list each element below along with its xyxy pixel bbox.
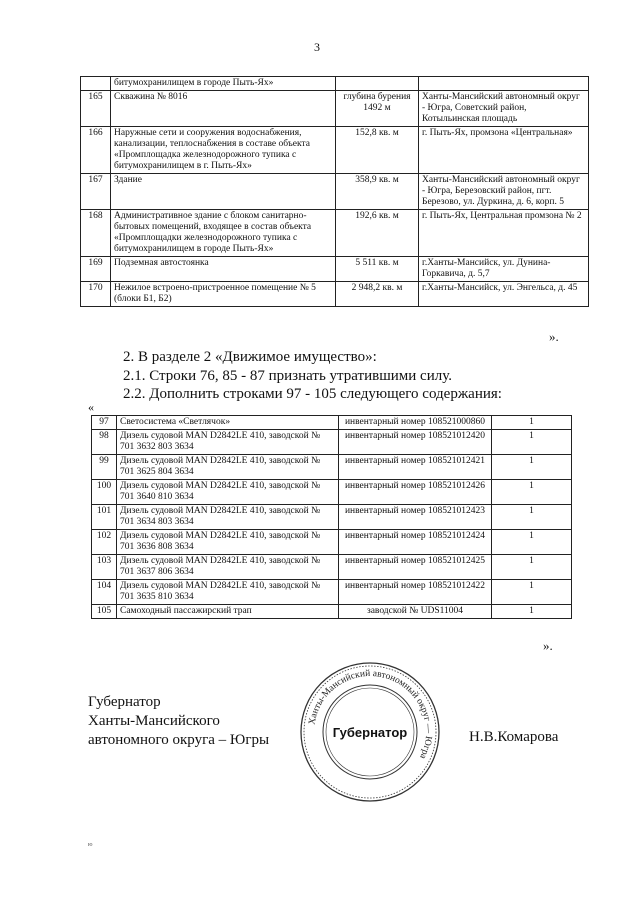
table-row — [92, 455, 572, 480]
signatory-title: Губернатор — [88, 694, 161, 710]
table-row — [92, 416, 572, 430]
item-name: Дизель судовой MAN D2842LE 410, заводской № 701 3634 803 3634 — [117, 505, 339, 530]
object-address: г.Ханты-Мансийск, ул. Дунина-Горкавича, д. 5,7 — [419, 257, 589, 282]
table-row — [81, 77, 589, 91]
object-amount: 2 948,2 кв. м — [336, 282, 419, 307]
item-quantity: 1 — [492, 580, 572, 605]
page-number: 3 — [314, 40, 320, 54]
seal-center-text: Губернатор — [332, 725, 408, 740]
object-address: г. Пыть-Ях, промзона «Центральная» — [419, 127, 589, 174]
closing-quote: ». — [549, 329, 559, 344]
row-number: 167 — [81, 174, 111, 210]
table-row — [92, 580, 572, 605]
object-address: г.Ханты-Мансийск, ул. Энгельса, д. 45 — [419, 282, 589, 307]
table-row — [92, 505, 572, 530]
seal-ring-text: Ханты-Мансийский автономный округ — Югра — [307, 668, 434, 761]
item-name: Дизель судовой MAN D2842LE 410, заводской № 701 3636 808 3634 — [117, 530, 339, 555]
item-code: инвентарный номер 108521012423 — [339, 505, 492, 530]
table-row — [81, 210, 589, 257]
row-number: 103 — [92, 555, 117, 580]
item-code: инвентарный номер 108521012426 — [339, 480, 492, 505]
item-code: инвентарный номер 108521012425 — [339, 555, 492, 580]
row-number: 104 — [92, 580, 117, 605]
signature-block — [88, 693, 269, 750]
row-number: 98 — [92, 430, 117, 455]
object-amount: 5 511 кв. м — [336, 257, 419, 282]
object-amount: глубина бурения 1492 м — [336, 91, 419, 127]
object-address: Ханты-Мансийский автономный округ - Югра, Березовский район, пгт. Березово, ул. Дуркина, д. 6, корп. 5 — [419, 174, 589, 210]
item-quantity: 1 — [492, 455, 572, 480]
item-quantity: 1 — [492, 505, 572, 530]
item-name: Самоходный пассажирский трап — [117, 605, 339, 619]
item-code: инвентарный номер 108521012420 — [339, 430, 492, 455]
table-row — [81, 282, 589, 307]
item-name: Светосистема «Светлячок» — [117, 416, 339, 430]
row-number: 101 — [92, 505, 117, 530]
official-seal — [298, 660, 442, 804]
table-row — [92, 555, 572, 580]
table-row — [92, 530, 572, 555]
item-quantity: 1 — [492, 605, 572, 619]
row-number: 170 — [81, 282, 111, 307]
row-number: 169 — [81, 257, 111, 282]
table-row — [81, 127, 589, 174]
item-quantity: 1 — [492, 530, 572, 555]
item-code: инвентарный номер 108521012422 — [339, 580, 492, 605]
signatory-region-cont: автономного округа – Югры — [88, 732, 270, 748]
item-code: инвентарный номер 108521000860 — [339, 416, 492, 430]
section-heading: 2. В разделе 2 «Движимое имущество»: — [123, 349, 377, 365]
clause-2-2: 2.2. Дополнить строками 97 - 105 следующего содержания: — [123, 386, 502, 402]
item-name: Дизель судовой MAN D2842LE 410, заводской № 701 3632 803 3634 — [117, 430, 339, 455]
movable-property-table — [91, 415, 572, 619]
object-amount — [336, 77, 419, 91]
row-number — [81, 77, 111, 91]
clause-2-1: 2.1. Строки 76, 85 - 87 признать утратившими силу. — [123, 368, 452, 384]
object-name: Здание — [111, 174, 336, 210]
signatory-region: Ханты-Мансийского — [88, 713, 220, 729]
object-amount: 192,6 кв. м — [336, 210, 419, 257]
item-code: инвентарный номер 108521012424 — [339, 530, 492, 555]
table-row — [81, 91, 589, 127]
closing-quote: ». — [543, 638, 553, 653]
row-number: 99 — [92, 455, 117, 480]
table-row — [92, 480, 572, 505]
row-number: 166 — [81, 127, 111, 174]
object-name: Административное здание с блоком санитарно-бытовых помещений, входящее в состав объекта «Промплощадки железнодорожного тупика с битумохранилищем в городе Пыть-Ях» — [111, 210, 336, 257]
footer-mark: ю — [88, 842, 93, 848]
row-number: 100 — [92, 480, 117, 505]
object-name: Подземная автостоянка — [111, 257, 336, 282]
row-number: 105 — [92, 605, 117, 619]
item-quantity: 1 — [492, 555, 572, 580]
row-number: 102 — [92, 530, 117, 555]
item-code: заводской № UDS11004 — [339, 605, 492, 619]
object-address — [419, 77, 589, 91]
table-row — [92, 430, 572, 455]
object-address: г. Пыть-Ях, Центральная промзона № 2 — [419, 210, 589, 257]
item-name: Дизель судовой MAN D2842LE 410, заводской № 701 3625 804 3634 — [117, 455, 339, 480]
item-name: Дизель судовой MAN D2842LE 410, заводской № 701 3637 806 3634 — [117, 555, 339, 580]
object-name: битумохранилищем в городе Пыть-Ях» — [111, 77, 336, 91]
object-name: Наружные сети и сооружения водоснабжения, канализации, теплоснабжения в составе объекта «Промплощадка железнодорожного тупика с битумохранилищем в г. Пыть-Ях» — [111, 127, 336, 174]
table-row — [81, 174, 589, 210]
real-estate-table — [80, 76, 589, 307]
table-row — [92, 605, 572, 619]
item-name: Дизель судовой MAN D2842LE 410, заводской № 701 3635 810 3634 — [117, 580, 339, 605]
signatory-name: Н.В.Комарова — [469, 729, 559, 745]
object-address: Ханты-Мансийский автономный округ - Югра, Советский район, Котыльинская площадь — [419, 91, 589, 127]
object-amount: 152,8 кв. м — [336, 127, 419, 174]
table-row — [81, 257, 589, 282]
opening-quote: « — [88, 400, 94, 414]
row-number: 97 — [92, 416, 117, 430]
object-name: Нежилое встроено-пристроенное помещение № 5 (блоки Б1, Б2) — [111, 282, 336, 307]
row-number: 168 — [81, 210, 111, 257]
item-quantity: 1 — [492, 480, 572, 505]
item-quantity: 1 — [492, 416, 572, 430]
item-quantity: 1 — [492, 430, 572, 455]
item-name: Дизель судовой MAN D2842LE 410, заводской № 701 3640 810 3634 — [117, 480, 339, 505]
item-code: инвентарный номер 108521012421 — [339, 455, 492, 480]
object-name: Скважина № 8016 — [111, 91, 336, 127]
row-number: 165 — [81, 91, 111, 127]
object-amount: 358,9 кв. м — [336, 174, 419, 210]
